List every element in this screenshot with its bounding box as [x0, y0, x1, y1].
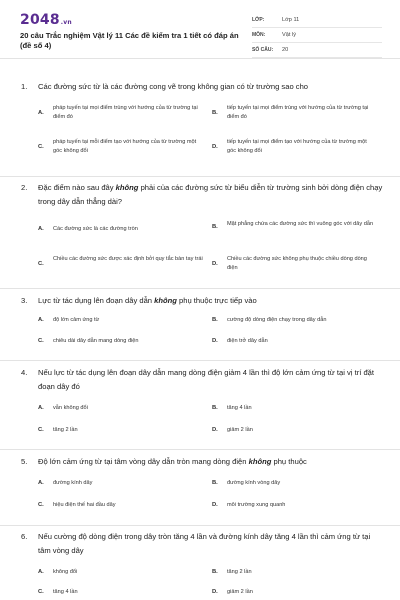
question-number: 1.	[21, 82, 28, 91]
option-text: tiếp tuyến tại mọi điểm trùng với hướng của từ trường tại điểm đó	[227, 105, 369, 120]
meta-row-subject	[252, 28, 382, 43]
question-text	[38, 366, 383, 394]
question-text-post: phụ thuộc trực tiếp vào	[176, 296, 257, 305]
option-letter: C.	[38, 502, 44, 508]
question-list	[0, 70, 400, 600]
question-text	[38, 294, 383, 308]
meta-value: 20	[282, 47, 289, 53]
option-letter: D.	[212, 427, 218, 433]
question-text-pre: Nếu cường độ dòng điện trong dây tròn tăng 4 lần và đường kính dây tăng 4 lần thì cảm ứng từ tại tâm vòng dây	[38, 532, 371, 555]
question-text-pre: Đặc điểm nào sau đây	[38, 183, 116, 192]
header	[0, 0, 400, 59]
question-2	[0, 177, 400, 289]
meta-row-class	[252, 13, 382, 28]
question-text-pre: Nếu lực từ tác dụng lên đoạn dây dẫn mang dòng điện giảm 4 lần thì độ lớn cảm ứng từ tại vị trí đặt đoạn dây đó	[38, 368, 375, 391]
question-6	[0, 526, 400, 600]
option-text: không đổi	[53, 569, 78, 575]
question-5	[0, 450, 400, 526]
question-1	[0, 70, 400, 177]
option-text: tăng 2 lần	[227, 569, 252, 575]
option-letter: D.	[212, 261, 218, 267]
option-text: tăng 2 lần	[53, 427, 78, 433]
meta-row-count	[252, 43, 382, 58]
site-logo[interactable]	[20, 12, 72, 28]
option-letter: C.	[38, 261, 44, 267]
option-letter: B.	[212, 405, 218, 411]
option-text: Chiều các đường sức được xác định bởi quy tắc bàn tay trái	[53, 256, 203, 262]
question-4	[0, 361, 400, 450]
option-letter: C.	[38, 144, 44, 150]
option-letter: B.	[212, 480, 218, 486]
question-3	[0, 289, 400, 361]
question-text-emphasis: không	[115, 183, 139, 192]
question-text-pre: Các đường sức từ là các đường cong vẽ trong không gian có từ trường sao cho	[38, 82, 309, 91]
question-text-emphasis: không	[154, 296, 177, 305]
question-text	[38, 455, 383, 469]
question-number: 5.	[21, 457, 28, 466]
option-letter: B.	[212, 224, 218, 230]
logo-tld: .vn	[60, 19, 72, 26]
meta-label: MÔN:	[252, 32, 266, 38]
option-letter: A.	[38, 317, 44, 323]
option-text: tăng 4 lần	[53, 589, 78, 595]
option-text: pháp tuyến tại mọi điểm trùng với hướng của từ trường tại điểm đó	[53, 105, 198, 120]
question-text-emphasis: không	[248, 457, 272, 466]
option-letter: A.	[38, 480, 44, 486]
option-text: giảm 2 lần	[227, 589, 253, 595]
meta-value: Lớp 11	[282, 17, 300, 23]
option-text: tăng 4 lần	[227, 405, 252, 411]
option-letter: C.	[38, 338, 44, 344]
option-letter: A.	[38, 405, 44, 411]
option-letter: A.	[38, 226, 44, 232]
logo-text: 2048	[20, 12, 60, 28]
option-letter: D.	[212, 502, 218, 508]
option-letter: B.	[212, 569, 218, 575]
question-number: 6.	[21, 532, 28, 541]
option-letter: D.	[212, 144, 218, 150]
question-text	[38, 181, 383, 209]
option-letter: D.	[212, 589, 218, 595]
option-text: đường kính vòng dây	[227, 480, 281, 486]
option-letter: A.	[38, 110, 44, 116]
option-text: môi trường xung quanh	[227, 502, 286, 508]
option-letter: D.	[212, 338, 218, 344]
option-text: pháp tuyến tại mỗi điểm tạo với hướng của từ trường một góc không đổi	[53, 139, 197, 154]
option-letter: B.	[212, 110, 218, 116]
option-letter: C.	[38, 589, 44, 595]
option-letter: C.	[38, 427, 44, 433]
question-text-pre: Lực từ tác dụng lên đoạn dây dẫn	[38, 296, 155, 305]
question-text-post: phải của các đường sức từ biểu diễn từ trường sinh bởi dòng điện chạy trong dây dẫn thẳng dài?	[38, 183, 383, 206]
option-text: tiếp tuyến tại mọi điểm tạo với hướng của từ trường một góc không đổi	[227, 139, 367, 154]
option-text: Mặt phẳng chứa các đường sức thì vuông góc với dây dẫn	[227, 221, 374, 227]
question-text	[38, 80, 383, 94]
option-text: cường độ dòng điện chạy trong dây dẫn	[227, 317, 327, 323]
meta-label: LỚP:	[252, 17, 265, 23]
option-text: Chiều các đường sức không phụ thuộc chiều dòng dòng điện	[227, 256, 367, 271]
question-number: 2.	[21, 183, 28, 192]
question-number: 4.	[21, 368, 28, 377]
meta-label: SỐ CÂU:	[252, 47, 274, 53]
question-text	[38, 530, 383, 558]
option-text: chiêu dài dây dẫn mang dòng điện	[53, 338, 139, 344]
option-text: đường kính dây	[53, 480, 93, 486]
page-title: 20 câu Trắc nghiệm Vật lý 11 Các đề kiểm tra 1 tiết có đáp án (đề số 4)	[20, 31, 239, 50]
option-text: độ lớn cảm ứng từ	[53, 317, 100, 323]
option-text: giảm 2 lần	[227, 427, 253, 433]
option-text: Các đường sức là các đường tròn	[53, 226, 138, 232]
question-number: 3.	[21, 296, 28, 305]
option-text: vẫn không đổi	[53, 405, 88, 411]
meta-value: Vật lý	[282, 32, 296, 38]
question-text-post: phụ thuộc	[271, 457, 307, 466]
option-letter: A.	[38, 569, 44, 575]
option-text: hiệu điện thế hai đầu dây	[53, 502, 116, 508]
meta-table	[252, 13, 382, 58]
option-letter: B.	[212, 317, 218, 323]
option-text: điện trở dây dẫn	[227, 338, 268, 344]
question-text-pre: Độ lớn cảm ứng từ tại tâm vòng dây dẫn tròn mang dòng điện	[38, 457, 249, 466]
